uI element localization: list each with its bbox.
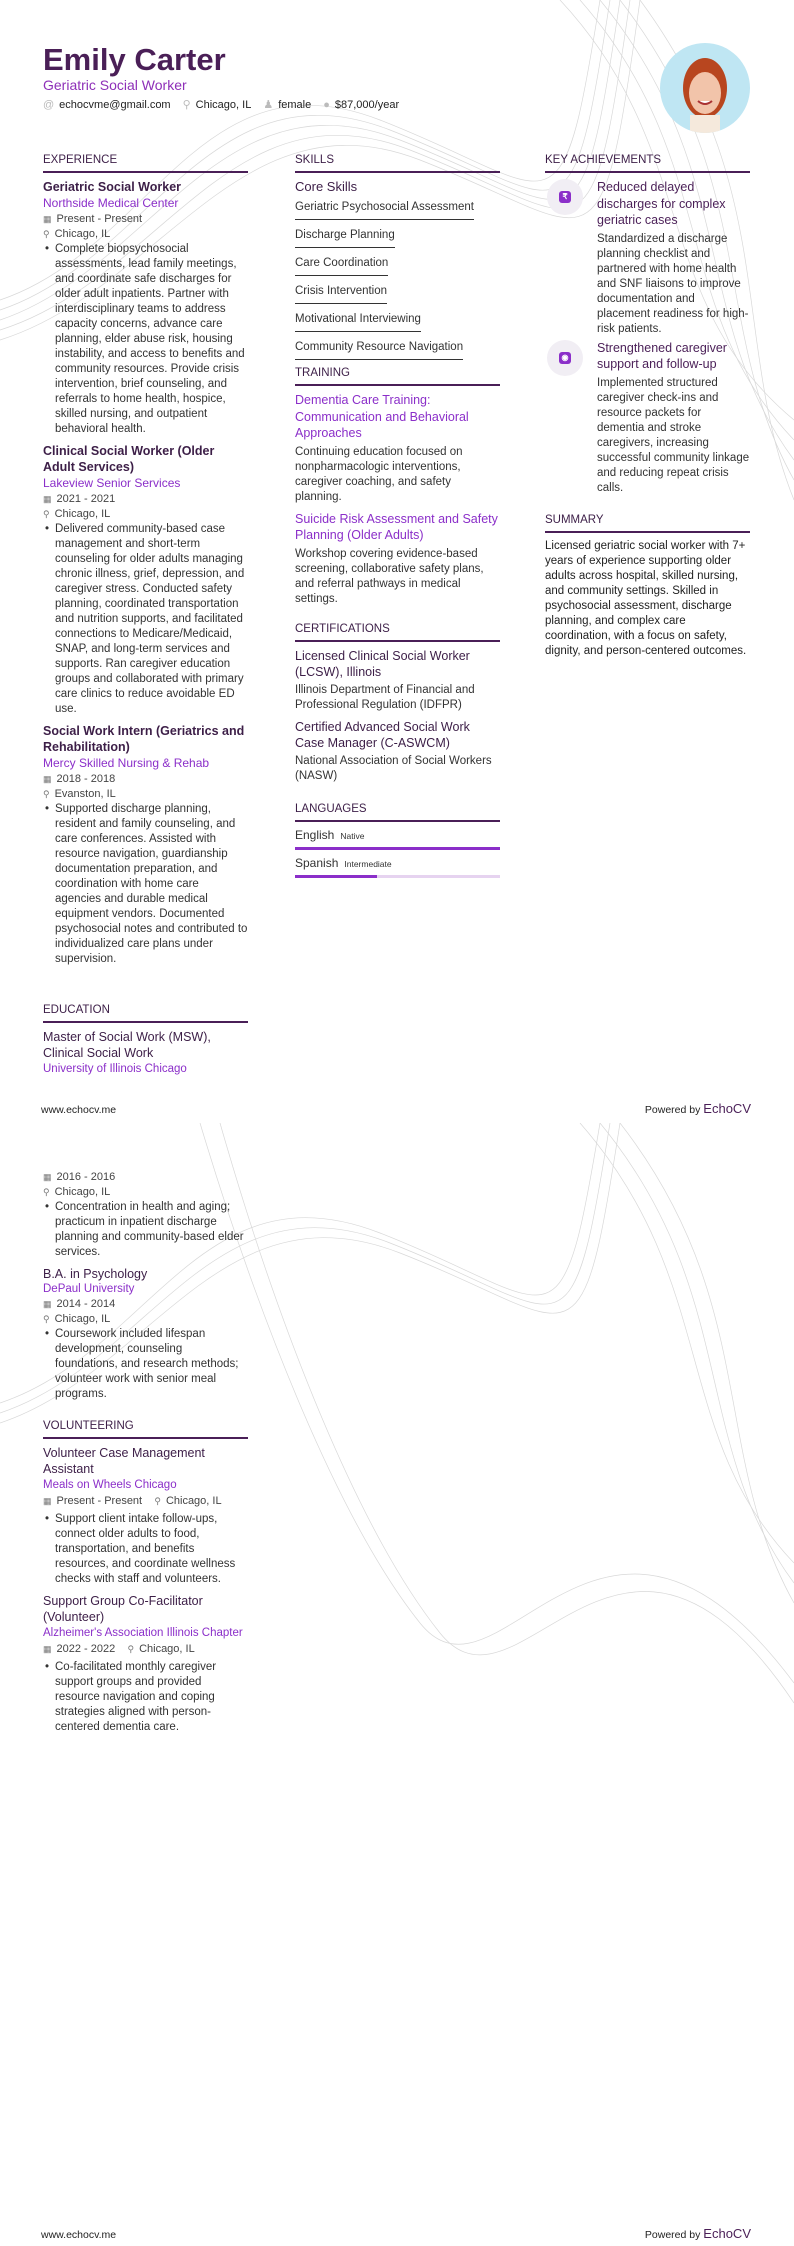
- education-entry: [43, 1170, 248, 1260]
- entry-title: Support Group Co-Facilitator (Volunteer): [43, 1594, 203, 1624]
- skill-item: Geriatric Psychosocial Assessment: [295, 195, 474, 220]
- entry-location: Chicago, IL: [54, 508, 111, 520]
- achievements-section: [545, 153, 750, 499]
- achievement-desc: Standardized a discharge planning checklist and partnered with home health and SNF liaisons to improve documentation and placement readiness for high-risk patients.: [597, 232, 749, 335]
- language-proficiency-bar: [295, 875, 500, 878]
- calendar-icon: ▦: [43, 1644, 52, 1654]
- skills-section: [295, 153, 500, 363]
- summary-text: Licensed geriatric social worker with 7+ years of experience supporting older adults across hospital, skilled nursing, and community settings. Skilled in psychosocial assessment, discharge planning, and complex care coordination, with a focus on safety, dignity, and person-centered outcomes.: [545, 540, 747, 657]
- entry-dates: 2014 - 2014: [56, 1298, 116, 1310]
- resume-page-2: [0, 1123, 794, 2246]
- entry-title: Volunteer Case Management Assistant: [43, 1446, 205, 1476]
- entry-dates: 2018 - 2018: [56, 773, 116, 785]
- footer-powered-by: Powered by EchoCV: [644, 1101, 751, 1116]
- entry-org: Lakeview Senior Services: [43, 476, 181, 490]
- calendar-icon: ▦: [43, 494, 52, 504]
- language-name: Spanish: [295, 856, 339, 870]
- certification-issuer: Illinois Department of Financial and Professional Regulation (IDFPR): [295, 684, 475, 711]
- skill-item: Care Coordination: [295, 251, 388, 276]
- language-level: Native: [340, 831, 365, 841]
- entry-location: Chicago, IL: [139, 1643, 195, 1655]
- location-pin-icon: ⚲: [43, 1187, 50, 1197]
- entry-org: Meals on Wheels Chicago: [43, 1479, 177, 1491]
- education-section: [43, 1003, 248, 1078]
- training-entry: [295, 511, 500, 607]
- echocv-logo: EchoCV: [703, 1101, 751, 1116]
- entry-dates: 2022 - 2022: [56, 1643, 116, 1655]
- location-pin-icon: ⚲: [182, 99, 191, 111]
- training-title: Dementia Care Training: Communication and Behavioral Approaches: [295, 393, 469, 440]
- location-pin-icon: ⚲: [127, 1644, 135, 1654]
- location-pin-icon: ⚲: [43, 1314, 50, 1324]
- certification-title: Certified Advanced Social Work Case Manager (C-ASWCM): [295, 720, 470, 750]
- entry-org: Mercy Skilled Nursing & Rehab: [43, 756, 210, 770]
- section-heading: LANGUAGES: [295, 802, 500, 822]
- experience-entry: [43, 723, 248, 967]
- skill-item: Community Resource Navigation: [295, 335, 463, 360]
- experience-entry: [43, 443, 248, 717]
- entry-title: Clinical Social Worker (Older Adult Services): [43, 444, 215, 474]
- entry-bullet: • Co-facilitated monthly caregiver support groups and provided resource navigation and coping strategies aligned with person-centered dementia care.: [43, 1660, 248, 1735]
- entry-title: Social Work Intern (Geriatrics and Rehabilitation): [43, 724, 245, 754]
- education-school: DePaul University: [43, 1283, 135, 1295]
- entry-dates: 2016 - 2016: [56, 1171, 116, 1183]
- language-level: Intermediate: [344, 859, 392, 869]
- language-proficiency-fill: [295, 875, 377, 878]
- language-item: [295, 856, 500, 878]
- entry-bullet: • Support client intake follow-ups, connect older adults to food, transportation, and benefits resources, and coordinate wellness checks with staff and volunteers.: [43, 1512, 248, 1587]
- experience-entry: [43, 179, 248, 437]
- achievement-item: [545, 179, 750, 337]
- education-degree: Master of Social Work (MSW), Clinical Social Work: [43, 1030, 211, 1060]
- contact-location: ⚲ Chicago, IL: [182, 99, 252, 111]
- contact-email[interactable]: @ echocvme@gmail.com: [43, 99, 171, 111]
- location-pin-icon: ⚲: [43, 229, 50, 239]
- certification-issuer: National Association of Social Workers (NASW): [295, 755, 492, 782]
- calendar-icon: ▦: [43, 774, 52, 784]
- section-heading: EDUCATION: [43, 1003, 248, 1023]
- summary-section: [545, 513, 750, 659]
- entry-location: Chicago, IL: [165, 1495, 222, 1507]
- language-proficiency-fill: [295, 847, 500, 850]
- calendar-icon: ▦: [43, 1172, 52, 1182]
- calendar-icon: ▦: [43, 1496, 52, 1506]
- footer-website[interactable]: www.echocv.me: [41, 1104, 117, 1116]
- certifications-section: [295, 622, 500, 790]
- skill-item: Crisis Intervention: [295, 279, 387, 304]
- at-icon: @: [43, 99, 55, 111]
- entry-org: Alzheimer's Association Illinois Chapter: [43, 1627, 243, 1639]
- contact-row: [43, 98, 399, 113]
- entry-dates: 2021 - 2021: [56, 493, 116, 505]
- person-icon: ♟: [263, 99, 274, 111]
- entry-bullet: • Coursework included lifespan development, counseling foundations, and research methods; volunteer work with senior meal programs.: [43, 1327, 248, 1402]
- entry-location: Chicago, IL: [54, 1186, 111, 1198]
- section-heading: SUMMARY: [545, 513, 750, 533]
- entry-location: Chicago, IL: [54, 228, 111, 240]
- achievement-item: [545, 340, 750, 496]
- entry-org: Northside Medical Center: [43, 196, 179, 210]
- education-school: University of Illinois Chicago: [43, 1063, 187, 1075]
- location-pin-icon: ⚲: [43, 509, 50, 519]
- entry-title: Geriatric Social Worker: [43, 180, 182, 194]
- contact-salary: ● $87,000/year: [323, 99, 400, 111]
- profile-photo: [660, 43, 750, 133]
- education-entry: [43, 1266, 248, 1402]
- education-continued: [43, 1170, 248, 1408]
- volunteering-entry: [43, 1445, 248, 1587]
- volunteering-section: [43, 1419, 248, 1741]
- language-proficiency-bar: [295, 847, 500, 850]
- skill-group: Core Skills: [295, 179, 358, 194]
- volunteering-entry: [43, 1593, 248, 1735]
- footer-powered-by: Powered by EchoCV: [644, 2226, 751, 2241]
- section-heading: TRAINING: [295, 366, 500, 386]
- languages-section: [295, 802, 500, 884]
- location-pin-icon: ⚲: [154, 1496, 161, 1506]
- achievement-title: Strengthened caregiver support and follow-up: [597, 340, 727, 371]
- entry-dates: Present - Present: [56, 213, 143, 225]
- training-desc: Continuing education focused on nonpharmacologic interventions, caregiver coaching, and safety planning.: [295, 445, 463, 503]
- entry-bullet: • Complete biopsychosocial assessments, lead family meetings, and coordinate safe discharges for older adult inpatients. Partner with interdisciplinary teams to address capacity concerns, advance care planning, elder abuse risk, housing instability, and access to benefits and community resources. Provide crisis intervention, brief counseling, and referrals to home health, hospice, skilled nursing, and outpatient behavioral health.: [43, 242, 248, 437]
- entry-bullet: • Concentration in health and aging; practicum in inpatient discharge planning and community-based elder services.: [43, 1200, 248, 1260]
- contact-gender: ♟ female: [263, 99, 312, 111]
- camera-icon: ◉: [559, 352, 571, 364]
- certification-entry: [295, 648, 500, 713]
- skill-item: Discharge Planning: [295, 223, 395, 248]
- entry-bullet: • Delivered community-based case management and short-term counseling for older adults managing chronic illness, grief, depression, and caregiver stress. Conducted safety planning, coordinated transportation and nutrition supports, and facilitated connections to Medicare/Medicaid, SNAP, and long-term services and supports. Ran caregiver education groups and collaborated with primary care clinics to reduce avoidable ED use.: [43, 522, 248, 717]
- skill-item: Motivational Interviewing: [295, 307, 421, 332]
- language-item: [295, 828, 500, 850]
- candidate-name: Emily Carter: [43, 42, 226, 77]
- section-heading: CERTIFICATIONS: [295, 622, 500, 642]
- entry-location: Chicago, IL: [54, 1313, 111, 1325]
- section-heading: KEY ACHIEVEMENTS: [545, 153, 750, 173]
- calendar-icon: ▦: [43, 1299, 52, 1309]
- entry-bullet: • Supported discharge planning, resident and family counseling, and care conferences. Assisted with resource navigation, guardianship documentation preparation, and coordination with home care agencies and durable medical equipment vendors. Documented psychosocial notes and contributed to individualized care plans under supervision.: [43, 802, 248, 967]
- badge-icon: ₹: [559, 191, 571, 203]
- training-desc: Workshop covering evidence-based screening, collaborative safety plans, and referral pathways in medical settings.: [295, 547, 484, 605]
- training-entry: [295, 392, 500, 505]
- achievement-title: Reduced delayed discharges for complex geriatric cases: [597, 180, 726, 227]
- education-degree: B.A. in Psychology: [43, 1267, 148, 1281]
- entry-location: Evanston, IL: [54, 788, 116, 800]
- entry-dates: Present - Present: [56, 1495, 143, 1507]
- section-heading: VOLUNTEERING: [43, 1419, 248, 1439]
- footer-website[interactable]: www.echocv.me: [41, 2229, 117, 2241]
- certification-title: Licensed Clinical Social Worker (LCSW), Illinois: [295, 649, 470, 679]
- echocv-logo: EchoCV: [703, 2226, 751, 2241]
- section-heading: EXPERIENCE: [43, 153, 248, 173]
- certification-entry: [295, 719, 500, 784]
- money-icon: ●: [323, 99, 330, 111]
- experience-section: [43, 153, 248, 973]
- achievement-desc: Implemented structured caregiver check-ins and resource packets for dementia and stroke caregivers, increasing successful community linkage and reducing repeat crisis calls.: [597, 376, 750, 494]
- calendar-icon: ▦: [43, 214, 52, 224]
- location-pin-icon: ⚲: [43, 789, 50, 799]
- training-section: [295, 366, 500, 613]
- section-heading: SKILLS: [295, 153, 500, 173]
- training-title: Suicide Risk Assessment and Safety Planning (Older Adults): [295, 511, 498, 542]
- language-name: English: [295, 828, 335, 842]
- job-title: Geriatric Social Worker: [43, 77, 187, 93]
